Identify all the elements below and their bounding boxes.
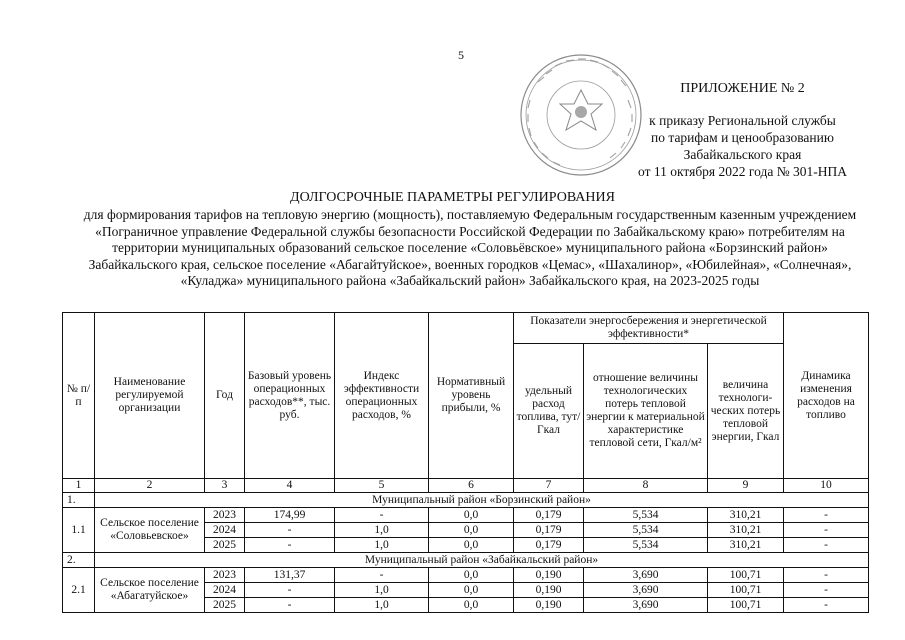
header-fuel: удельный расход топлива, тут/Гкал	[514, 344, 584, 479]
cell-loss: 100,71	[708, 583, 784, 598]
header-index: Индекс эффективности операционных расходов, %	[335, 313, 429, 479]
cell-dynamics: -	[784, 523, 869, 538]
table-row	[63, 568, 869, 583]
cell-profit: 0,0	[429, 538, 514, 553]
section-row	[63, 553, 869, 568]
header-loss: величина технологи-ческих потерь тепловой энергии, Гкал	[708, 344, 784, 479]
cell-dynamics: -	[784, 568, 869, 583]
cell-year: 2023	[205, 508, 245, 523]
col-number: 7	[514, 479, 584, 493]
cell-base: -	[245, 538, 335, 553]
cell-year: 2025	[205, 538, 245, 553]
section-row	[63, 493, 869, 508]
cell-profit: 0,0	[429, 523, 514, 538]
cell-base: 131,37	[245, 568, 335, 583]
col-number: 8	[584, 479, 708, 493]
section-number: 2.	[63, 553, 95, 568]
cell-index: 1,0	[335, 523, 429, 538]
cell-dynamics: -	[784, 583, 869, 598]
cell-index: 1,0	[335, 583, 429, 598]
section-title: Муниципальный район «Забайкальский район»	[95, 553, 869, 568]
header-year: Год	[205, 313, 245, 479]
header-ratio: отношение величины технологических потерь тепловой энергии к материальной характеристике тепловой сети, Гкал/м²	[584, 344, 708, 479]
document-subtitle: для формирования тарифов на тепловую энергию (мощность), поставляемую Федеральным государственным казенным учреждением «Пограничное управление Федеральной службы безопасности Российской Федерации по Забайкальскому краю» потребителям на территории муниципальных образований сельское поселение «Соловьёвское» муниципального района «Борзинский район» Забайкальского края, сельское поселение «Абагайтуйское», военных городков «Цемас», «Шахалинор», «Юбилейная», «Солнечная», «Куладжа» муниципального района «Забайкальский район» Забайкальского края, на 2023-2025 годы	[83, 207, 857, 288]
cell-ratio: 3,690	[584, 583, 708, 598]
appendix-line: по тарифам и ценообразованию	[651, 130, 834, 145]
page-number: 5	[458, 48, 464, 62]
cell-fuel: 0,179	[514, 508, 584, 523]
cell-dynamics: -	[784, 538, 869, 553]
cell-dynamics: -	[784, 598, 869, 613]
appendix-line: к приказу Региональной службы	[649, 113, 836, 128]
col-number: 4	[245, 479, 335, 493]
cell-year: 2025	[205, 598, 245, 613]
cell-base: -	[245, 523, 335, 538]
cell-profit: 0,0	[429, 598, 514, 613]
row-number: 1.1	[63, 508, 95, 553]
cell-fuel: 0,190	[514, 598, 584, 613]
document-title: ДОЛГОСРОЧНЫЕ ПАРАМЕТРЫ РЕГУЛИРОВАНИЯ	[290, 190, 615, 205]
section-title: Муниципальный район «Борзинский район»	[95, 493, 869, 508]
cell-fuel: 0,190	[514, 568, 584, 583]
header-num: № п/п	[63, 313, 95, 479]
cell-loss: 100,71	[708, 598, 784, 613]
appendix-line: Забайкальского края	[683, 147, 802, 162]
cell-profit: 0,0	[429, 583, 514, 598]
cell-ratio: 3,690	[584, 568, 708, 583]
col-number: 6	[429, 479, 514, 493]
header-dynamics: Динамика изменения расходов на топливо	[784, 313, 869, 479]
cell-index: 1,0	[335, 598, 429, 613]
col-number: 3	[205, 479, 245, 493]
cell-ratio: 3,690	[584, 598, 708, 613]
column-numbers-row	[63, 479, 869, 493]
regulation-parameters-table	[62, 312, 869, 613]
col-number: 5	[335, 479, 429, 493]
cell-loss: 310,21	[708, 508, 784, 523]
cell-ratio: 5,534	[584, 508, 708, 523]
col-number: 9	[708, 479, 784, 493]
row-number: 2.1	[63, 568, 95, 613]
cell-index: -	[335, 508, 429, 523]
cell-loss: 100,71	[708, 568, 784, 583]
cell-loss: 310,21	[708, 523, 784, 538]
table-row	[63, 508, 869, 523]
col-number: 10	[784, 479, 869, 493]
organization-name: Сельское поселение «Соловьевское»	[95, 508, 205, 553]
cell-profit: 0,0	[429, 568, 514, 583]
cell-fuel: 0,190	[514, 583, 584, 598]
cell-index: 1,0	[335, 538, 429, 553]
cell-fuel: 0,179	[514, 538, 584, 553]
cell-ratio: 5,534	[584, 523, 708, 538]
cell-loss: 310,21	[708, 538, 784, 553]
cell-base: -	[245, 598, 335, 613]
appendix-line: от 11 октября 2022 года № 301-НПА	[638, 164, 847, 179]
table-header-row	[63, 313, 869, 344]
col-number: 1	[63, 479, 95, 493]
cell-year: 2023	[205, 568, 245, 583]
section-number: 1.	[63, 493, 95, 508]
cell-base: -	[245, 583, 335, 598]
cell-dynamics: -	[784, 508, 869, 523]
header-profit: Нормативный уровень прибыли, %	[429, 313, 514, 479]
appendix-title: ПРИЛОЖЕНИЕ № 2	[680, 81, 805, 96]
organization-name: Сельское поселение «Абагатуйское»	[95, 568, 205, 613]
header-energy-group: Показатели энергосбережения и энергетической эффективности*	[514, 313, 784, 344]
header-base: Базовый уровень операционных расходов**, тыс. руб.	[245, 313, 335, 479]
cell-index: -	[335, 568, 429, 583]
cell-year: 2024	[205, 523, 245, 538]
col-number: 2	[95, 479, 205, 493]
cell-fuel: 0,179	[514, 523, 584, 538]
cell-year: 2024	[205, 583, 245, 598]
cell-base: 174,99	[245, 508, 335, 523]
appendix-block	[620, 80, 865, 180]
cell-profit: 0,0	[429, 508, 514, 523]
cell-ratio: 5,534	[584, 538, 708, 553]
header-org: Наименование регулируемой организации	[95, 313, 205, 479]
